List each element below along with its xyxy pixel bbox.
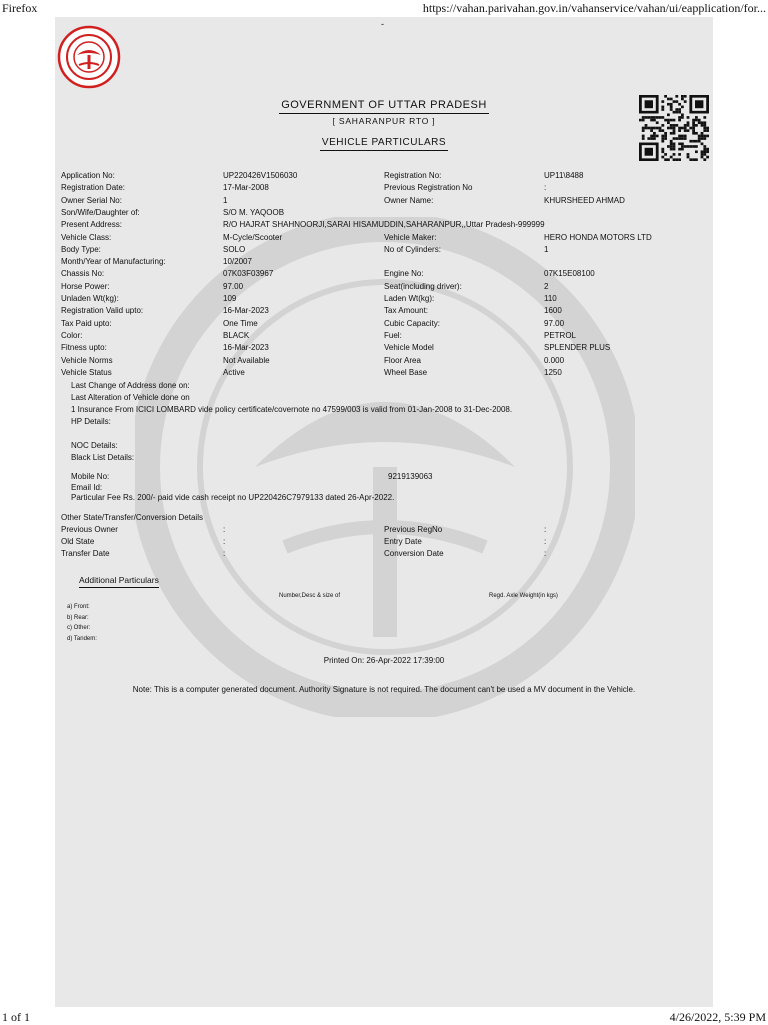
transfer-value: : xyxy=(223,537,226,546)
rto-heading: [ SAHARANPUR RTO ] xyxy=(332,116,436,126)
browser-print-header xyxy=(0,0,768,16)
additional-item: a) Front: xyxy=(67,604,90,610)
field-value-right: 2 xyxy=(544,282,549,291)
field-label-right: Seat(including driver): xyxy=(384,282,462,291)
dash-mark: - xyxy=(381,19,384,29)
field-label: Horse Power: xyxy=(61,282,110,291)
mobile-label: Mobile No: xyxy=(71,472,110,481)
field-value-right: 1600 xyxy=(544,306,562,315)
field-value: BLACK xyxy=(223,331,250,340)
field-value: 10/2007 xyxy=(223,257,252,266)
fee-details: Particular Fee Rs. 200/- paid vide cash receipt no UP220426C7979133 dated 26-Apr-2022. xyxy=(71,493,395,502)
govt-heading: GOVERNMENT OF UTTAR PRADESH xyxy=(55,99,713,111)
field-label-right: Fuel: xyxy=(384,331,402,340)
field-value: M-Cycle/Scooter xyxy=(223,233,283,242)
field-value-right: PETROL xyxy=(544,331,577,340)
field-value: Active xyxy=(223,368,245,377)
field-label: Month/Year of Manufacturing: xyxy=(61,257,166,266)
field-label-right: No of Cylinders: xyxy=(384,245,441,254)
field-label-right: Engine No: xyxy=(384,269,424,278)
field-label-right: Tax Amount: xyxy=(384,306,429,315)
field-value: One Time xyxy=(223,319,258,328)
transfer-label-right: Previous RegNo xyxy=(384,525,443,534)
field-value-right: UP11\8488 xyxy=(544,171,584,180)
doc-title: VEHICLE PARTICULARS xyxy=(55,137,713,148)
field-value: 16-Mar-2023 xyxy=(223,343,269,352)
mobile-value: 9219139063 xyxy=(388,472,433,481)
field-value: SOLO xyxy=(223,245,246,254)
footer-note: Note: This is a computer generated document. Authority Signature is not required. The document can't be used a MV document in the Vehicle. xyxy=(132,685,636,694)
last-alteration: Last Alteration of Vehicle done on xyxy=(71,393,190,402)
field-label-right: Owner Name: xyxy=(384,196,434,205)
field-label-right: Previous Registration No xyxy=(384,183,473,192)
field-value: 07K03F03967 xyxy=(223,269,274,278)
transfer-label: Previous Owner xyxy=(61,525,118,534)
field-value: UP220426V1506030 xyxy=(223,171,298,180)
field-value-right: 1 xyxy=(544,245,549,254)
transfer-value-right: : xyxy=(544,525,547,534)
additional-item: c) Other: xyxy=(67,625,91,631)
noc-details: NOC Details: xyxy=(71,441,118,450)
field-value-right: 97.00 xyxy=(544,319,565,328)
field-label-right: Floor Area xyxy=(384,356,421,365)
field-value: R/O HAJRAT SHAHNOORJI,SARAI HISAMUDDIN,SAHARANPUR,,Uttar Pradesh-999999 xyxy=(223,220,545,229)
document-sheet xyxy=(55,17,713,1007)
field-value: Not Available xyxy=(223,356,270,365)
field-label-right: Vehicle Maker: xyxy=(384,233,437,242)
field-value-right: 0.000 xyxy=(544,356,565,365)
field-value-right: SPLENDER PLUS xyxy=(544,343,611,352)
browser-name: Firefox xyxy=(2,1,38,15)
field-value-right: 07K15E08100 xyxy=(544,269,595,278)
transfer-label: Old State xyxy=(61,537,95,546)
blacklist-details: Black List Details: xyxy=(71,453,135,462)
field-value-right: HERO HONDA MOTORS LTD xyxy=(544,233,652,242)
field-value-right: 110 xyxy=(544,294,557,303)
field-label: Application No: xyxy=(61,171,115,180)
field-label: Vehicle Status xyxy=(61,368,112,377)
transfer-value: : xyxy=(223,549,226,558)
field-value-right: : xyxy=(544,183,547,192)
field-value: S/O M. YAQOOB xyxy=(223,208,285,217)
hp-details: HP Details: xyxy=(71,417,111,426)
field-value: 17-Mar-2008 xyxy=(223,183,269,192)
page-count: 1 of 1 xyxy=(2,1010,30,1024)
field-label: Fitness upto: xyxy=(61,343,107,352)
field-value: 16-Mar-2023 xyxy=(223,306,269,315)
field-label: Registration Valid upto: xyxy=(61,306,144,315)
field-label: Unladen Wt(kg): xyxy=(61,294,119,303)
field-label: Color: xyxy=(61,331,83,340)
field-label: Son/Wife/Daughter of: xyxy=(61,208,140,217)
page-url[interactable]: https://vahan.parivahan.gov.in/vahanservice/vahan/ui/eapplication/for... xyxy=(422,1,766,15)
print-datetime: 4/26/2022, 5:39 PM xyxy=(669,1010,766,1024)
field-label-right: Registration No: xyxy=(384,171,442,180)
transfer-label-right: Conversion Date xyxy=(384,549,444,558)
field-label: Body Type: xyxy=(61,245,101,254)
additional-col2: Regd. Axle Weight(in kgs) xyxy=(489,593,558,599)
transfer-label-right: Entry Date xyxy=(384,537,422,546)
last-change-address: Last Change of Address done on: xyxy=(71,381,190,390)
field-label: Present Address: xyxy=(61,220,122,229)
transfer-label: Transfer Date xyxy=(61,549,110,558)
field-label: Owner Serial No: xyxy=(61,196,122,205)
transfer-value-right: : xyxy=(544,549,547,558)
browser-print-footer xyxy=(0,1010,768,1024)
field-value-right: KHURSHEED AHMAD xyxy=(544,196,625,205)
field-label: Tax Paid upto: xyxy=(61,319,112,328)
field-value: 109 xyxy=(223,294,237,303)
field-value-right: 1250 xyxy=(544,368,562,377)
field-label: Vehicle Norms xyxy=(61,356,113,365)
emblem-watermark-icon xyxy=(135,217,635,717)
printed-on: Printed On: 26-Apr-2022 17:39:00 xyxy=(323,656,445,665)
field-label: Registration Date: xyxy=(61,183,126,192)
email-label: Email Id: xyxy=(71,483,103,492)
additional-item: d) Tandem: xyxy=(67,635,97,642)
field-value: 97.00 xyxy=(223,282,244,291)
field-label-right: Wheel Base xyxy=(384,368,428,377)
transfer-title: Other State/Transfer/Conversion Details xyxy=(61,513,203,522)
field-value: 1 xyxy=(223,196,228,205)
transfer-value: : xyxy=(223,525,226,534)
insurance-details: 1 Insurance From ICICI LOMBARD vide policy certificate/covernote no 47599/003 is valid from 01-Jan-2008 to 31-Dec-2008. xyxy=(71,405,513,414)
field-label-right: Vehicle Model xyxy=(384,343,434,352)
field-label: Chassis No: xyxy=(61,269,105,278)
additional-item: b) Rear: xyxy=(67,614,89,621)
additional-title: Additional Particulars xyxy=(79,575,159,585)
field-label-right: Cubic Capacity: xyxy=(384,319,441,328)
field-label-right: Laden Wt(kg): xyxy=(384,294,435,303)
transfer-value-right: : xyxy=(544,537,547,546)
up-govt-seal-icon xyxy=(57,25,121,89)
field-label: Vehicle Class: xyxy=(61,233,112,242)
additional-col1: Number,Desc & size of xyxy=(279,593,341,599)
